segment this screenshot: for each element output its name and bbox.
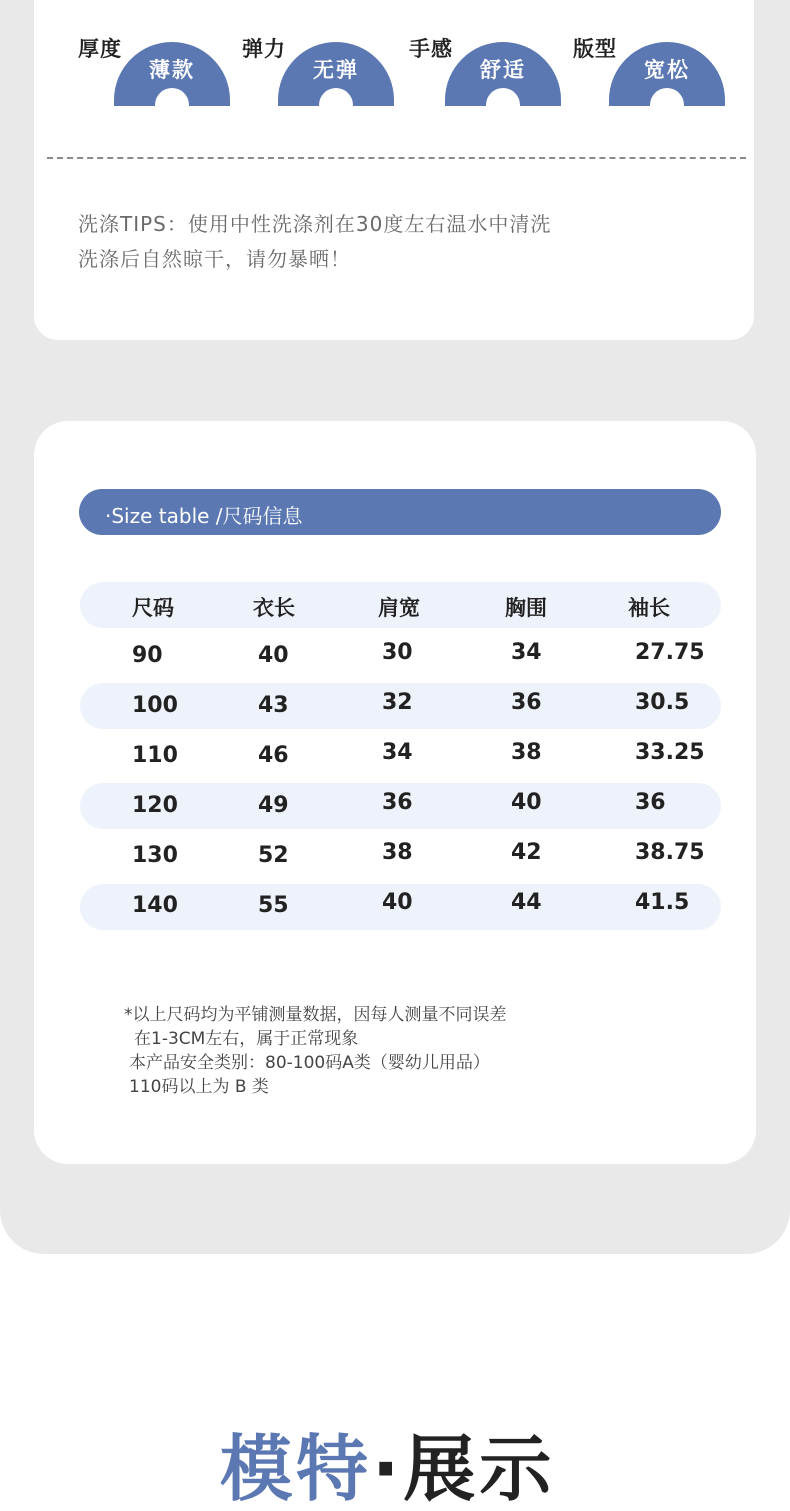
model-title-part-1: 模特 [220,1427,373,1511]
attribute-fit [573,0,733,110]
dashed-divider [47,157,746,159]
model-title-separator: · [372,1427,404,1511]
cell-sleeve: 30.5 [635,690,690,715]
section-title: ·Size table /尺码信息 [105,504,303,528]
attribute-arch-badge [609,42,725,106]
attribute-value: 薄款 [149,58,195,82]
attribute-label: 版型 [573,37,617,61]
cell-size: 140 [132,893,178,918]
cell-chest: 38 [511,740,542,765]
attribute-label: 手感 [409,37,453,61]
cell-length: 43 [258,693,289,718]
header-size: 尺码 [132,596,174,620]
size-section-header [79,489,721,535]
cell-sleeve: 33.25 [635,740,705,765]
size-note-line-1: *以上尺码均为平铺测量数据，因每人测量不同误差 [124,1005,507,1025]
cell-shoulder: 30 [382,640,413,665]
cell-size: 90 [132,643,163,668]
cell-shoulder: 36 [382,790,413,815]
cell-length: 40 [258,643,289,668]
size-note-line-2: 在1-3CM左右，属于正常现象 [134,1029,359,1049]
header-chest: 胸围 [505,596,547,620]
cell-sleeve: 38.75 [635,840,705,865]
cell-chest: 40 [511,790,542,815]
cell-shoulder: 32 [382,690,413,715]
cell-sleeve: 41.5 [635,890,690,915]
attribute-arch-badge [114,42,230,106]
wash-tips-line-2: 洗涤后自然晾干，请勿暴晒！ [78,247,351,271]
cell-chest: 42 [511,840,542,865]
cell-chest: 44 [511,890,542,915]
size-note-line-4: 110码以上为 B 类 [129,1077,269,1097]
attribute-label: 弹力 [242,37,286,61]
attribute-thickness [78,0,238,110]
cell-size: 110 [132,743,178,768]
cell-length: 49 [258,793,289,818]
header-shoulder: 肩宽 [378,596,420,620]
attribute-label: 厚度 [78,37,122,61]
model-title-part-2: 展示 [403,1427,556,1511]
cell-shoulder: 40 [382,890,413,915]
cell-sleeve: 27.75 [635,640,705,665]
cell-sleeve: 36 [635,790,666,815]
cell-length: 52 [258,843,289,868]
cell-shoulder: 38 [382,840,413,865]
attribute-arch-badge [445,42,561,106]
model-display-title [220,1427,556,1511]
attribute-feel [409,0,569,110]
cell-shoulder: 34 [382,740,413,765]
attribute-arch-badge [278,42,394,106]
cell-size: 120 [132,793,178,818]
cell-size: 130 [132,843,178,868]
header-length: 衣长 [253,596,295,620]
cell-size: 100 [132,693,178,718]
cell-length: 46 [258,743,289,768]
cell-chest: 36 [511,690,542,715]
cell-length: 55 [258,893,289,918]
attribute-value: 宽松 [644,58,690,82]
attribute-elasticity [242,0,402,110]
attribute-value: 舒适 [480,58,526,82]
attribute-value: 无弹 [313,58,359,82]
size-note-line-3: 本产品安全类别：80-100码A类（婴幼儿用品） [129,1053,490,1073]
cell-chest: 34 [511,640,542,665]
wash-tips-line-1: 洗涤TIPS：使用中性洗涤剂在30度左右温水中清洗 [78,212,552,236]
header-sleeve: 袖长 [628,596,670,620]
